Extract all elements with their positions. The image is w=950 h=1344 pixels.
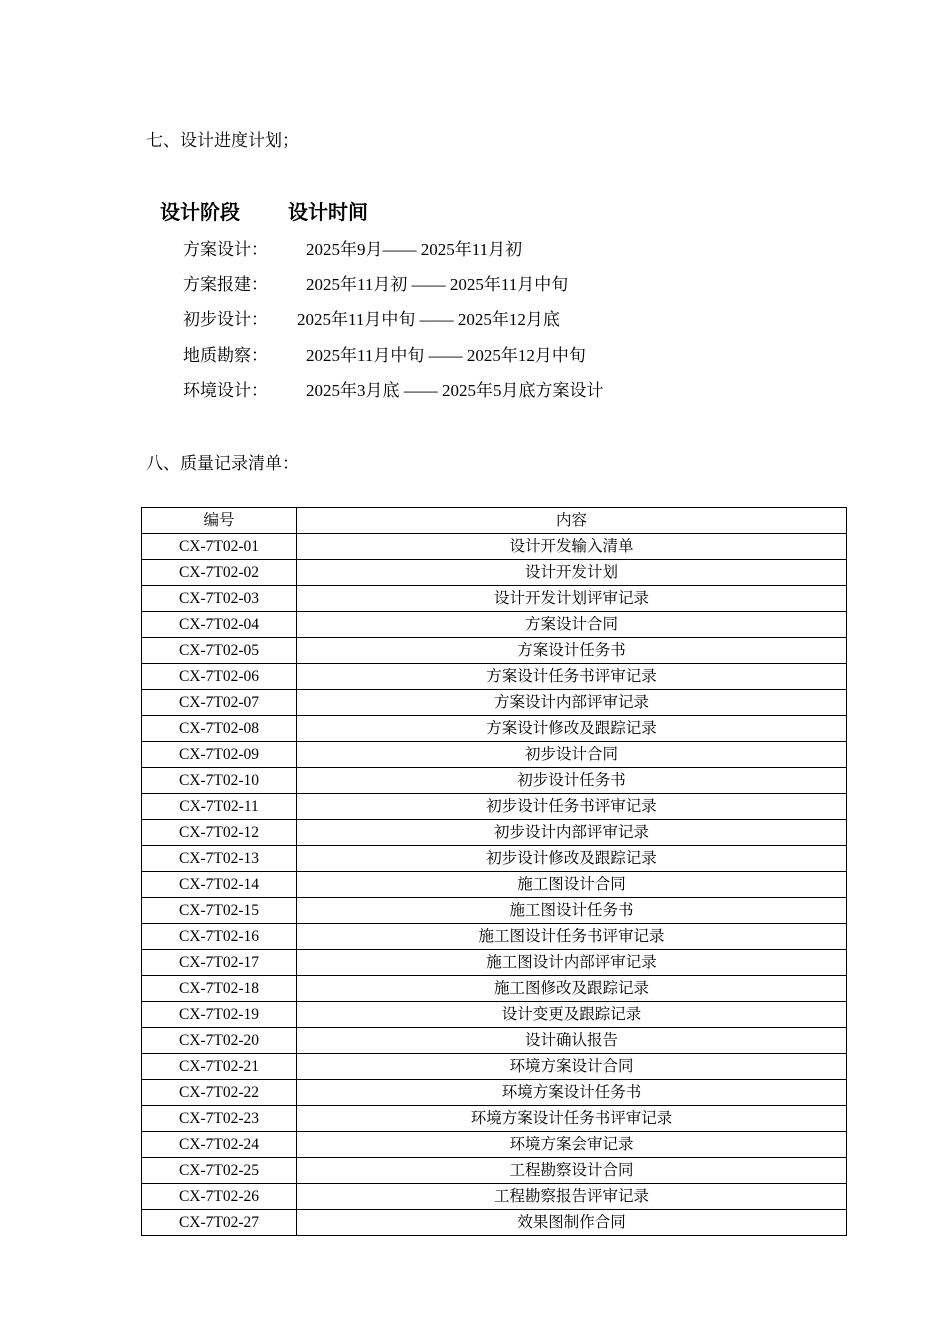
- table-row: [142, 664, 847, 690]
- table-row: [142, 1106, 847, 1132]
- table-row: [142, 872, 847, 898]
- quality-records-table: [141, 507, 847, 1236]
- record-code: CX-7T02-02: [142, 560, 297, 586]
- record-content: 环境方案会审记录: [297, 1132, 847, 1158]
- schedule-row: [0, 305, 950, 329]
- record-content: 施工图修改及跟踪记录: [297, 976, 847, 1002]
- record-code: CX-7T02-15: [142, 898, 297, 924]
- table-row: [142, 1002, 847, 1028]
- table-row: [142, 820, 847, 846]
- schedule-time: 2025年11月初 —— 2025年11月中旬: [306, 275, 569, 294]
- table-row: [142, 1028, 847, 1054]
- record-code: CX-7T02-13: [142, 846, 297, 872]
- record-content: 方案设计内部评审记录: [297, 690, 847, 716]
- record-code: CX-7T02-26: [142, 1184, 297, 1210]
- record-code: CX-7T02-25: [142, 1158, 297, 1184]
- record-content: 初步设计任务书: [297, 768, 847, 794]
- record-code: CX-7T02-09: [142, 742, 297, 768]
- table-row: [142, 534, 847, 560]
- record-code: CX-7T02-16: [142, 924, 297, 950]
- record-code: CX-7T02-23: [142, 1106, 297, 1132]
- record-code: CX-7T02-20: [142, 1028, 297, 1054]
- table-body: [142, 534, 847, 1236]
- schedule-time: 2025年9月—— 2025年11月初: [306, 240, 523, 259]
- record-code: CX-7T02-10: [142, 768, 297, 794]
- schedule-row: [0, 235, 950, 259]
- record-code: CX-7T02-03: [142, 586, 297, 612]
- table-row: [142, 560, 847, 586]
- table-row: [142, 1158, 847, 1184]
- header-code: 编号: [142, 508, 297, 534]
- record-code: CX-7T02-08: [142, 716, 297, 742]
- table-row: [142, 924, 847, 950]
- record-content: 效果图制作合同: [297, 1210, 847, 1236]
- record-content: 设计确认报告: [297, 1028, 847, 1054]
- table-row: [142, 898, 847, 924]
- record-content: 初步设计任务书评审记录: [297, 794, 847, 820]
- table-row: [142, 794, 847, 820]
- record-code: CX-7T02-07: [142, 690, 297, 716]
- table-row: [142, 950, 847, 976]
- record-code: CX-7T02-24: [142, 1132, 297, 1158]
- record-content: 初步设计合同: [297, 742, 847, 768]
- record-content: 方案设计修改及跟踪记录: [297, 716, 847, 742]
- schedule-header-stage: 设计阶段: [160, 200, 240, 224]
- record-code: CX-7T02-14: [142, 872, 297, 898]
- schedule-stage: 初步设计：: [183, 310, 268, 329]
- record-code: CX-7T02-12: [142, 820, 297, 846]
- record-content: 方案设计任务书: [297, 638, 847, 664]
- table-row: [142, 976, 847, 1002]
- record-content: 施工图设计内部评审记录: [297, 950, 847, 976]
- table-row: [142, 1210, 847, 1236]
- schedule-stage: 地质勘察：: [183, 346, 268, 365]
- record-content: 方案设计任务书评审记录: [297, 664, 847, 690]
- section-7-heading: 七、设计进度计划；: [146, 131, 299, 150]
- record-code: CX-7T02-17: [142, 950, 297, 976]
- record-content: 设计开发计划: [297, 560, 847, 586]
- table-row: [142, 690, 847, 716]
- record-content: 方案设计合同: [297, 612, 847, 638]
- schedule-time: 2025年11月中旬 —— 2025年12月中旬: [306, 346, 586, 365]
- schedule-time: 2025年11月中旬 —— 2025年12月底: [297, 310, 560, 329]
- table-row: [142, 586, 847, 612]
- table-row: [142, 1132, 847, 1158]
- table-row: [142, 612, 847, 638]
- table-row: [142, 1054, 847, 1080]
- schedule-time: 2025年3月底 —— 2025年5月底方案设计: [306, 381, 604, 400]
- header-content: 内容: [297, 508, 847, 534]
- record-code: CX-7T02-11: [142, 794, 297, 820]
- table-row: [142, 768, 847, 794]
- record-code: CX-7T02-19: [142, 1002, 297, 1028]
- record-code: CX-7T02-01: [142, 534, 297, 560]
- table-row: [142, 1184, 847, 1210]
- record-content: 施工图设计合同: [297, 872, 847, 898]
- record-content: 设计开发计划评审记录: [297, 586, 847, 612]
- schedule-row: [0, 270, 950, 294]
- record-content: 设计变更及跟踪记录: [297, 1002, 847, 1028]
- table-row: [142, 742, 847, 768]
- record-content: 初步设计内部评审记录: [297, 820, 847, 846]
- record-code: CX-7T02-22: [142, 1080, 297, 1106]
- record-content: 环境方案设计任务书评审记录: [297, 1106, 847, 1132]
- table-row: [142, 846, 847, 872]
- record-code: CX-7T02-04: [142, 612, 297, 638]
- record-content: 工程勘察设计合同: [297, 1158, 847, 1184]
- record-code: CX-7T02-27: [142, 1210, 297, 1236]
- record-code: CX-7T02-21: [142, 1054, 297, 1080]
- record-content: 施工图设计任务书评审记录: [297, 924, 847, 950]
- table-header-row: [142, 508, 847, 534]
- record-content: 初步设计修改及跟踪记录: [297, 846, 847, 872]
- record-code: CX-7T02-06: [142, 664, 297, 690]
- section-8-heading: 八、质量记录清单：: [146, 454, 299, 473]
- record-code: CX-7T02-05: [142, 638, 297, 664]
- record-content: 环境方案设计合同: [297, 1054, 847, 1080]
- table-row: [142, 716, 847, 742]
- schedule-stage: 环境设计：: [183, 381, 268, 400]
- record-content: 环境方案设计任务书: [297, 1080, 847, 1106]
- table-row: [142, 638, 847, 664]
- schedule-stage: 方案报建：: [183, 275, 268, 294]
- record-content: 设计开发输入清单: [297, 534, 847, 560]
- record-content: 工程勘察报告评审记录: [297, 1184, 847, 1210]
- schedule-row: [0, 376, 950, 400]
- record-code: CX-7T02-18: [142, 976, 297, 1002]
- schedule-row: [0, 341, 950, 365]
- schedule-header-time: 设计时间: [288, 200, 368, 224]
- table-row: [142, 1080, 847, 1106]
- record-content: 施工图设计任务书: [297, 898, 847, 924]
- schedule-stage: 方案设计：: [183, 240, 268, 259]
